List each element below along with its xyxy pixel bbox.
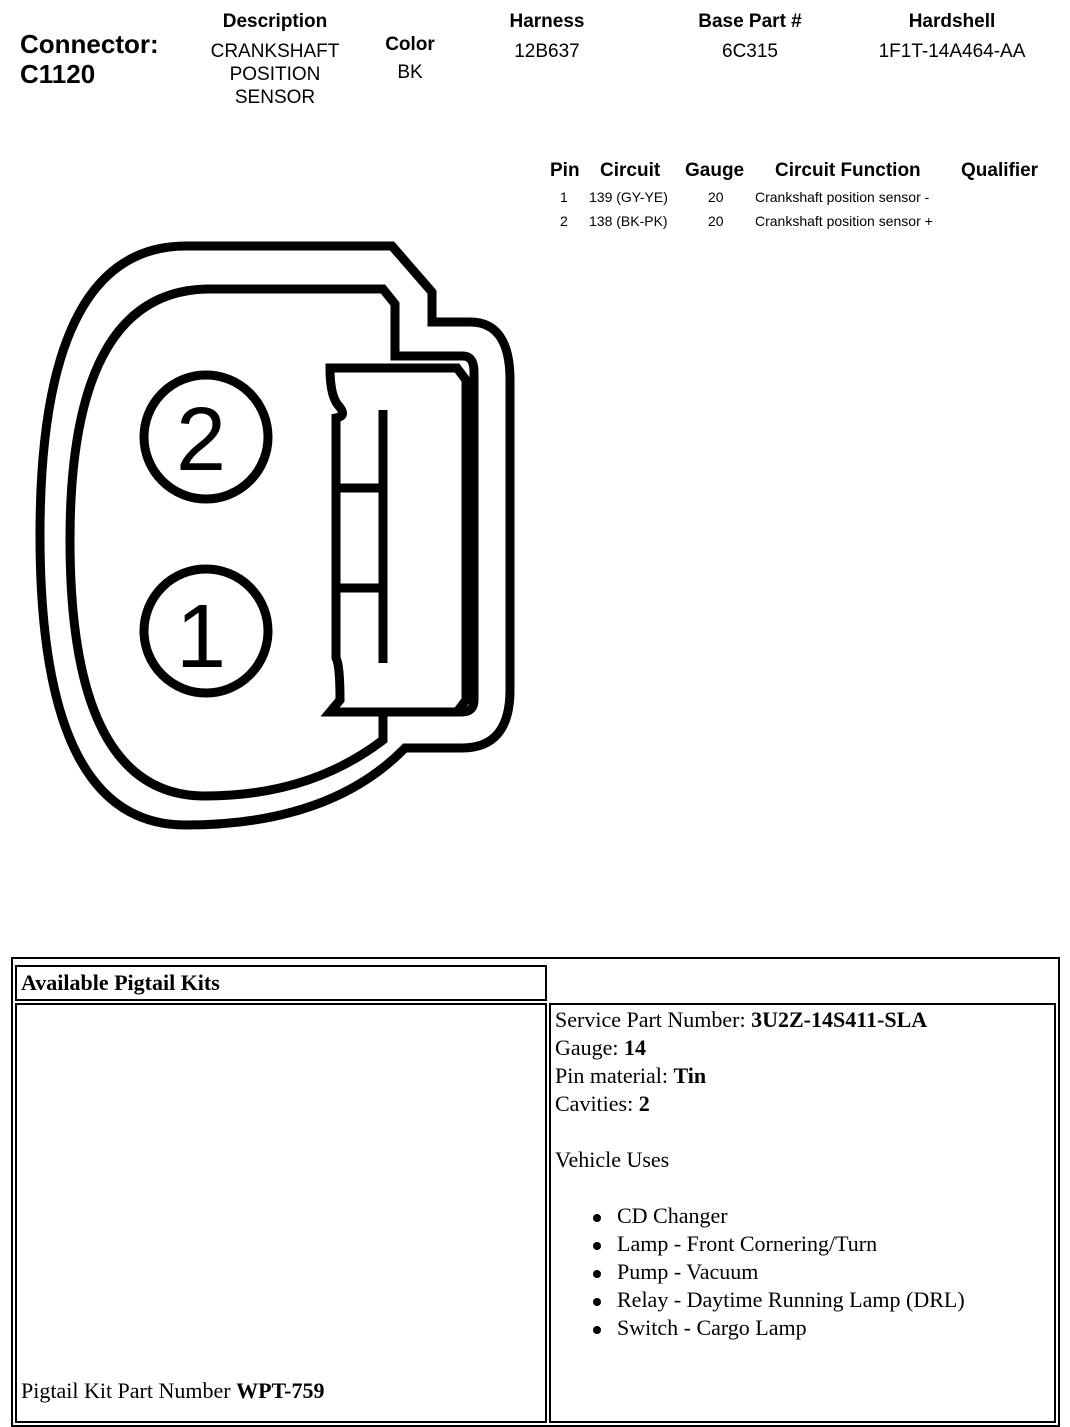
list-item: Lamp - Front Cornering/Turn (555, 1230, 1050, 1258)
pigtail-details-cell (549, 1003, 1056, 1423)
pin-header: Pin (550, 160, 580, 181)
gauge-header: Gauge (685, 160, 745, 181)
gauge-line (555, 1034, 1050, 1062)
table-row (540, 189, 1060, 209)
pin-number: 2 (560, 213, 568, 229)
connector-label: Connector: (20, 29, 159, 59)
description-column (190, 11, 360, 109)
pigtail-title: Available Pigtail Kits (21, 970, 220, 995)
color-value: BK (397, 62, 423, 83)
list-item: CD Changer (555, 1202, 1050, 1230)
list-item: Switch - Cargo Lamp (555, 1314, 1050, 1342)
hardshell-column (852, 11, 1052, 63)
service-part-value: 3U2Z-14S411-SLA (751, 1007, 928, 1032)
hardshell-value: 1F1T-14A464-AA (878, 41, 1026, 62)
description-line: POSITION (229, 64, 321, 85)
base-part-value: 6C315 (722, 41, 778, 62)
color-column (360, 34, 460, 84)
circuit-header: Circuit (600, 160, 661, 181)
kit-part-value: WPT-759 (236, 1378, 325, 1403)
pin-table (540, 160, 1060, 240)
function-header: Circuit Function (775, 160, 921, 181)
description-value (190, 40, 360, 109)
circuit-value: 138 (BK-PK) (589, 213, 668, 229)
cavities-line (555, 1090, 1050, 1118)
function-value: Crankshaft position sensor + (755, 213, 933, 229)
circuit-value: 139 (GY-YE) (589, 189, 668, 205)
gauge-value: 20 (708, 189, 724, 205)
pin-material-line (555, 1062, 1050, 1090)
list-item: Relay - Daytime Running Lamp (DRL) (555, 1286, 1050, 1314)
vehicle-uses-label: Vehicle Uses (555, 1147, 670, 1172)
base-part-column (660, 11, 840, 63)
harness-column (467, 11, 627, 63)
harness-label: Harness (509, 11, 585, 32)
cavities-value: 2 (638, 1091, 650, 1116)
kit-part-label: Pigtail Kit Part Number (21, 1378, 231, 1403)
pin-1-label: 1 (175, 587, 227, 687)
vehicle-uses-list (555, 1202, 1050, 1342)
pin-material-label: Pin material: (555, 1063, 669, 1088)
pin-2-label: 2 (175, 390, 227, 490)
gauge-value: 14 (624, 1035, 647, 1060)
pin-material-value: Tin (673, 1063, 707, 1088)
latch-block (330, 368, 466, 712)
service-part-line (555, 1006, 1050, 1034)
connector-id: C1120 (20, 59, 96, 89)
gauge-label: Gauge: (555, 1035, 619, 1060)
qualifier-header: Qualifier (961, 160, 1039, 181)
function-value: Crankshaft position sensor - (755, 189, 930, 205)
color-label: Color (385, 34, 435, 55)
list-item: Pump - Vacuum (555, 1258, 1050, 1286)
table-row (540, 213, 1060, 233)
connector-title (20, 29, 159, 89)
cavities-label: Cavities: (555, 1091, 634, 1116)
pin-number: 1 (560, 189, 568, 205)
description-line: SENSOR (234, 87, 316, 108)
service-part-label: Service Part Number: (555, 1007, 746, 1032)
description-line: CRANKSHAFT (210, 41, 340, 62)
pigtail-title-cell (15, 965, 547, 1001)
harness-value: 12B637 (514, 41, 580, 62)
base-part-label: Base Part # (698, 11, 802, 32)
hardshell-label: Hardshell (908, 11, 996, 32)
gauge-value: 20 (708, 213, 724, 229)
description-label: Description (222, 11, 328, 32)
pigtail-kit-cell (15, 1003, 547, 1423)
connector-face-diagram (0, 230, 540, 850)
kit-part-line (21, 1378, 325, 1404)
